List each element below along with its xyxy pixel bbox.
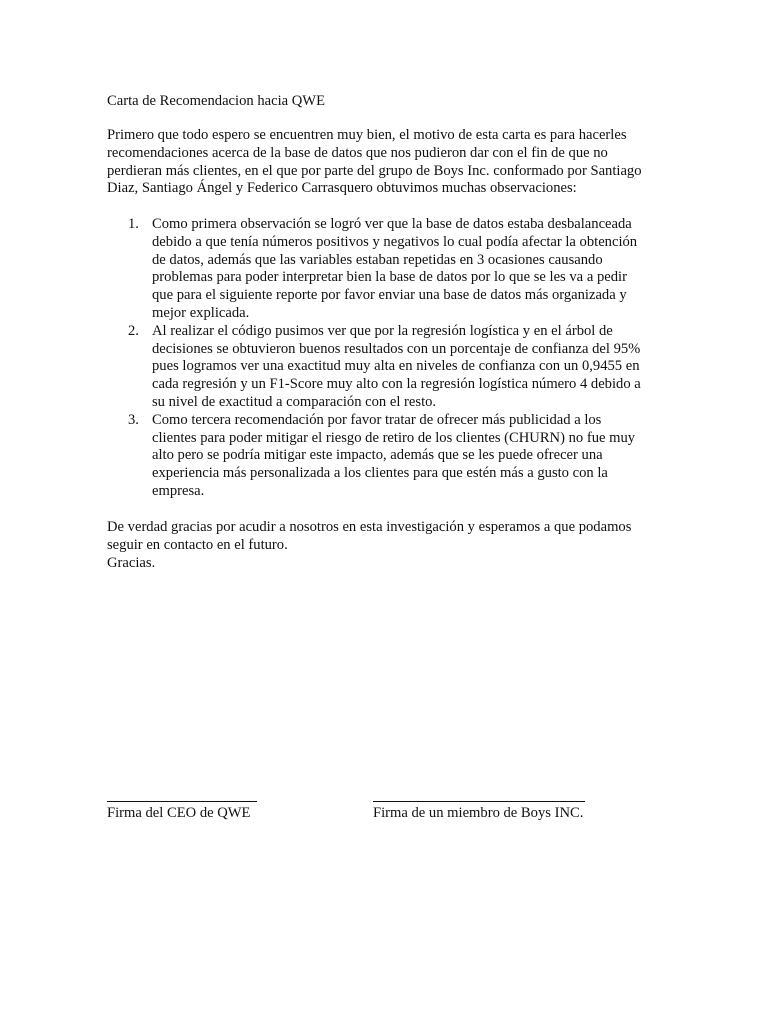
list-item-line: Como primera observación se logró ver que la base de datos estaba desbalanceada bbox=[152, 216, 632, 232]
list-item-line: cada regresión y un F1-Score muy alto con la regresión logística número 4 debido a bbox=[152, 376, 641, 393]
recommendations-list bbox=[107, 216, 667, 501]
list-item-line: Al realizar el código pusimos ver que por la regresión logística y en el árbol de bbox=[152, 322, 613, 339]
list-item-line: decisiones se obtuvieron buenos resultados con un porcentaje de confianza del 95% bbox=[152, 340, 641, 357]
list-item-number: 3. bbox=[128, 411, 139, 428]
list-item-line: Como tercera recomendación por favor tratar de ofrecer más publicidad a los bbox=[152, 411, 602, 428]
intro-paragraph bbox=[107, 127, 667, 198]
list-item-number: 1. bbox=[128, 216, 139, 232]
list-item bbox=[107, 323, 667, 412]
list-item-line: su nivel de exactitud a comparación con el resto. bbox=[152, 393, 437, 410]
list-item-line: que para el siguiente reporte por favor enviar una base de datos más organizada y bbox=[152, 287, 627, 304]
list-item bbox=[107, 216, 667, 323]
signature-block-ceo bbox=[107, 785, 257, 822]
list-item-line: mejor explicada. bbox=[152, 304, 250, 321]
closing-line: seguir en contacto en el futuro. bbox=[107, 536, 288, 553]
list-item-line: problemas para poder interpretar bien la base de datos por lo que se les va a pedir bbox=[152, 269, 627, 286]
list-item-number: 2. bbox=[128, 322, 139, 339]
list-item-line: clientes para poder mitigar el riesgo de retiro de los clientes (CHURN) no fue muy bbox=[152, 429, 636, 446]
intro-line: Diaz, Santiago Ángel y Federico Carrasquero obtuvimos muchas observaciones: bbox=[107, 180, 577, 197]
signature-line bbox=[373, 785, 585, 802]
signature-line bbox=[107, 785, 257, 802]
list-item-line: debido a que tenía números positivos y negativos lo cual podía afectar la obtención bbox=[152, 233, 638, 250]
closing-paragraph bbox=[107, 519, 667, 572]
list-item-line: de datos, además que las variables estaban repetidas en 3 ocasiones causando bbox=[152, 251, 603, 268]
signature-block-member bbox=[373, 785, 585, 822]
list-item-line: experiencia más personalizada a los clientes para que estén más a gusto con la bbox=[152, 465, 608, 482]
intro-line: perdieran más clientes, en el que por parte del grupo de Boys Inc. conformado por Santiago bbox=[107, 162, 642, 179]
signature-label: Firma del CEO de QWE bbox=[107, 805, 251, 821]
signature-label: Firma de un miembro de Boys INC. bbox=[373, 805, 584, 821]
letter-title: Carta de Recomendacion hacia QWE bbox=[107, 93, 325, 109]
intro-line: Primero que todo espero se encuentren muy bien, el motivo de esta carta es para hacerles bbox=[107, 127, 627, 143]
list-item-line: empresa. bbox=[152, 482, 205, 499]
closing-line: Gracias. bbox=[107, 554, 156, 571]
intro-line: recomendaciones acerca de la base de datos que nos pudieron dar con el fin de que no bbox=[107, 144, 608, 161]
list-item bbox=[107, 412, 667, 501]
list-item-line: alto pero se podría mitigar este impacto, además que se les puede ofrecer una bbox=[152, 447, 603, 464]
list-item-line: pues logramos ver una exactitud muy alta en niveles de confianza con un 0,9455 en bbox=[152, 358, 640, 375]
closing-line: De verdad gracias por acudir a nosotros en esta investigación y esperamos a que podamos bbox=[107, 519, 632, 535]
